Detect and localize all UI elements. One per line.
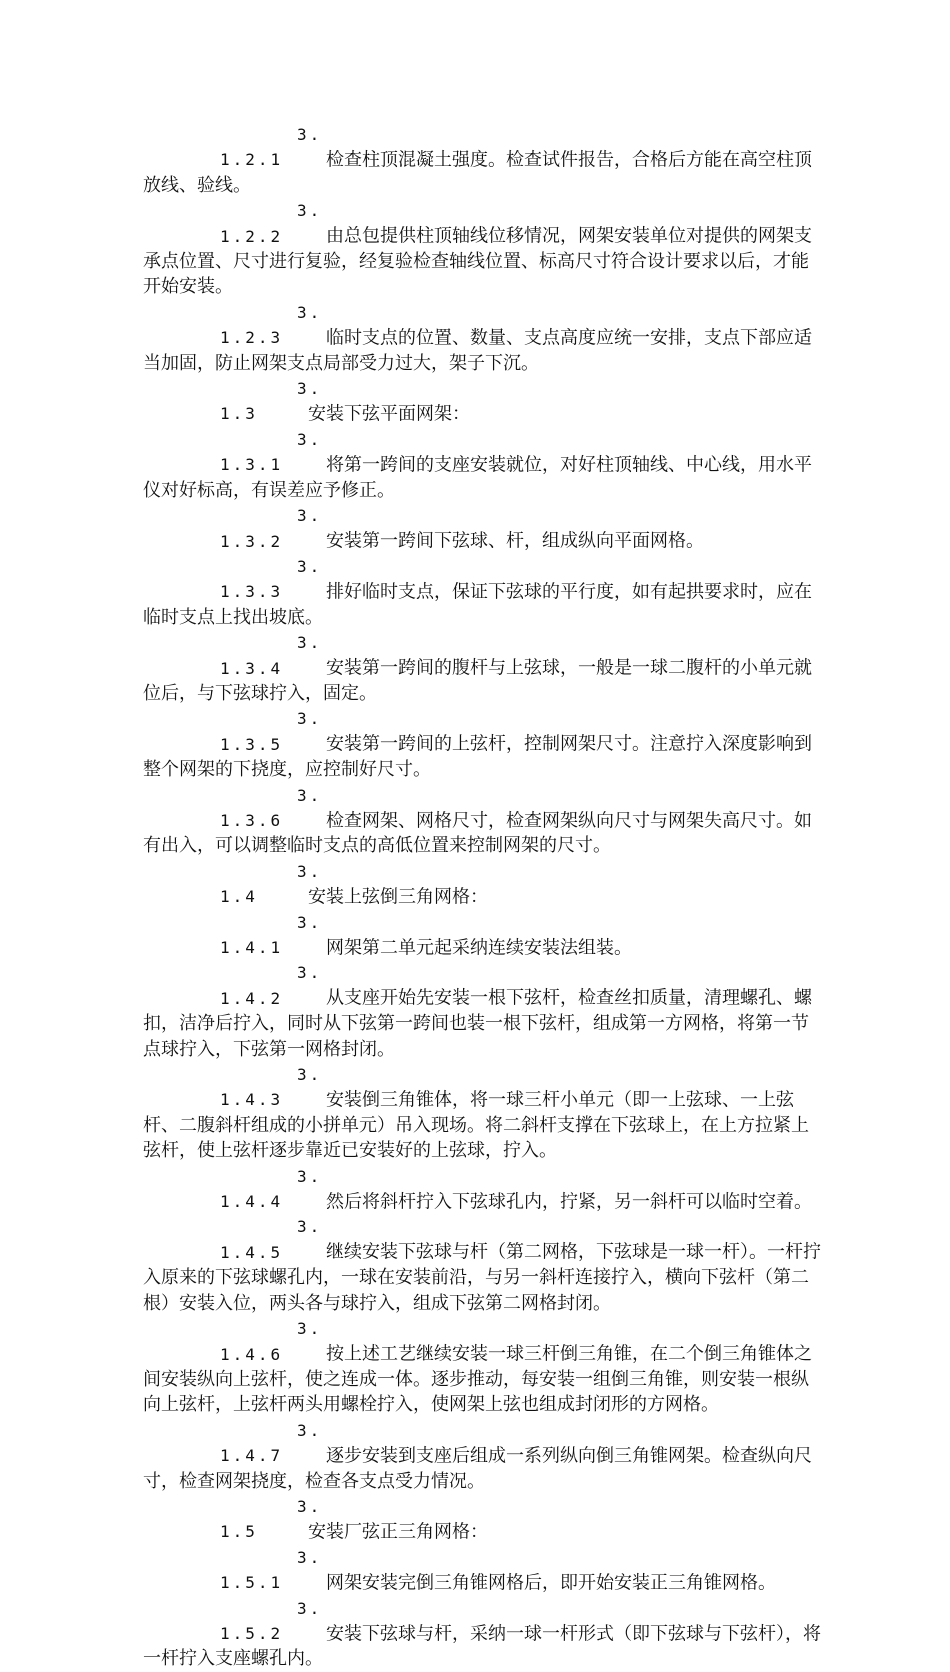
section-heading [143,1494,823,1545]
paragraph [143,1164,823,1215]
section-number: 3.1.4.1 [220,912,323,957]
section-number: 3.1.4.4 [220,1166,323,1212]
paragraph-text: 检查网架、网格尺寸，检查网架纵向尺寸与网架失高尺寸。如有出入，可以调整临时支点的高低位置来控制网架的尺寸。 [143,809,812,857]
paragraph-text: 按上述工艺继续安装一球三杆倒三角锥，在二个倒三角锥体之间安装纵向上弦杆，使之连成一体。逐步推动，每安装一组倒三角锥，则安装一根纵向上弦杆，上弦杆两头用螺栓拧入，使网架上弦也组成封闭形的方网格。 [143,1343,812,1416]
section-title: 安装下弦平面网架： [308,403,470,425]
section-number: 3.1.4.6 [220,1319,323,1364]
section-title: 安装上弦倒三角网格： [308,886,488,908]
section-number: 3.1.4.7 [220,1420,323,1466]
paragraph-text: 排好临时支点，保证下弦球的平行度，如有起拱要求时，应在临时支点上找出坡底。 [143,581,812,628]
paragraph-text: 继续安装下弦球与杆（第二网格，下弦球是一球一杆）。一杆拧入原来的下弦球螺孔内，一球在安装前沿，与另一斜杆连接拧入，横向下弦杆（第二根）安装入位，两头各与球拧入，组成下弦第二网格封闭。 [143,1241,821,1314]
section-title: 安装厂弦正三角网格： [308,1521,488,1543]
section-number: 3.1.3.4 [220,633,323,678]
paragraph [143,1316,823,1418]
paragraph [143,122,823,198]
section-heading [143,376,823,427]
section-number: 3.1.5 [220,1496,323,1542]
paragraph-text: 安装第一跨间下弦球、杆，组成纵向平面网格。 [326,530,704,552]
section-number: 3.1.4.2 [220,963,323,1008]
paragraph [143,630,823,706]
document-body [143,122,823,1672]
paragraph [143,1545,823,1596]
paragraph-text: 安装第一跨间的腹杆与上弦球，一般是一球二腹杆的小单元就位后，与下弦球拧入，固定。 [143,657,812,704]
paragraph-text: 将第一跨间的支座安装就位，对好柱顶轴线、中心线，用水平仪对好标高，有误差应予修正。 [143,454,812,501]
section-number: 3.1.2.2 [220,201,323,246]
section-number: 3.1.2.3 [220,302,323,348]
section-number: 3.1.4.5 [220,1217,323,1262]
paragraph [143,706,823,782]
section-number: 3.1.3.3 [220,556,323,602]
section-number: 3.1.5.2 [220,1598,323,1643]
paragraph-text: 网架安装完倒三角锥网格后，即开始安装正三角锥网格。 [326,1572,776,1594]
paragraph-text: 检查柱顶混凝土强度。检查试件报告，合格后方能在高空柱顶放线、验线。 [143,149,812,196]
paragraph [143,910,823,961]
paragraph [143,1596,823,1672]
paragraph [143,960,823,1062]
paragraph [143,1418,823,1494]
paragraph [143,554,823,630]
paragraph-text: 然后将斜杆拧入下弦球孔内，拧紧，另一斜杆可以临时空着。 [326,1191,812,1213]
section-number: 3.1.5.1 [220,1547,323,1593]
paragraph-text: 逐步安装到支座后组成一系列纵向倒三角锥网架。检查纵向尺寸，检查网架挠度，检查各支点受力情况。 [143,1445,812,1492]
paragraph [143,427,823,503]
section-number: 3.1.3.2 [220,506,323,551]
paragraph-text: 安装第一跨间的上弦杆，控制网架尺寸。注意拧入深度影响到整个网架的下挠度，应控制好尺寸。 [143,733,812,781]
paragraph [143,503,823,554]
section-heading [143,859,823,910]
paragraph [143,1214,823,1316]
section-number: 3.1.2.1 [220,125,323,170]
paragraph-text: 安装倒三角锥体，将一球三杆小单元（即一上弦球、一上弦杆、二腹斜杆组成的小拼单元）吊入现场。将二斜杆支撑在下弦球上，在上方拉紧上弦杆，使上弦杆逐步靠近已安装好的上弦球，拧入。 [143,1089,809,1162]
paragraph [143,198,823,300]
section-number: 3.1.3.5 [220,709,323,754]
section-number: 3.1.3 [220,379,323,424]
paragraph-text: 安装下弦球与杆，采纳一球一杆形式（即下弦球与下弦杆），将一杆拧入支座螺孔内。 [143,1622,821,1670]
section-number: 3.1.3.6 [220,785,323,830]
section-number: 3.1.4 [220,861,323,907]
paragraph [143,1062,823,1164]
paragraph [143,783,823,859]
paragraph-text: 由总包提供柱顶轴线位移情况，网架安装单位对提供的网架支承点位置、尺寸进行复验，经复验检查轴线位置、标高尺寸符合设计要求以后，才能开始安装。 [143,225,812,298]
section-number: 3.1.3.1 [220,429,323,475]
paragraph-text: 从支座开始先安装一根下弦杆，检查丝扣质量，清理螺孔、螺扣，洁净后拧入，同时从下弦第一跨间也装一根下弦杆，组成第一方网格，将第一节点球拧入，下弦第一网格封闭。 [143,987,812,1060]
paragraph-text: 临时支点的位置、数量、支点高度应统一安排，支点下部应适当加固，防止网架支点局部受力过大，架子下沉。 [143,327,812,374]
paragraph-text: 网架第二单元起采纳连续安装法组装。 [326,937,632,958]
section-number: 3.1.4.3 [220,1065,323,1110]
paragraph [143,300,823,376]
